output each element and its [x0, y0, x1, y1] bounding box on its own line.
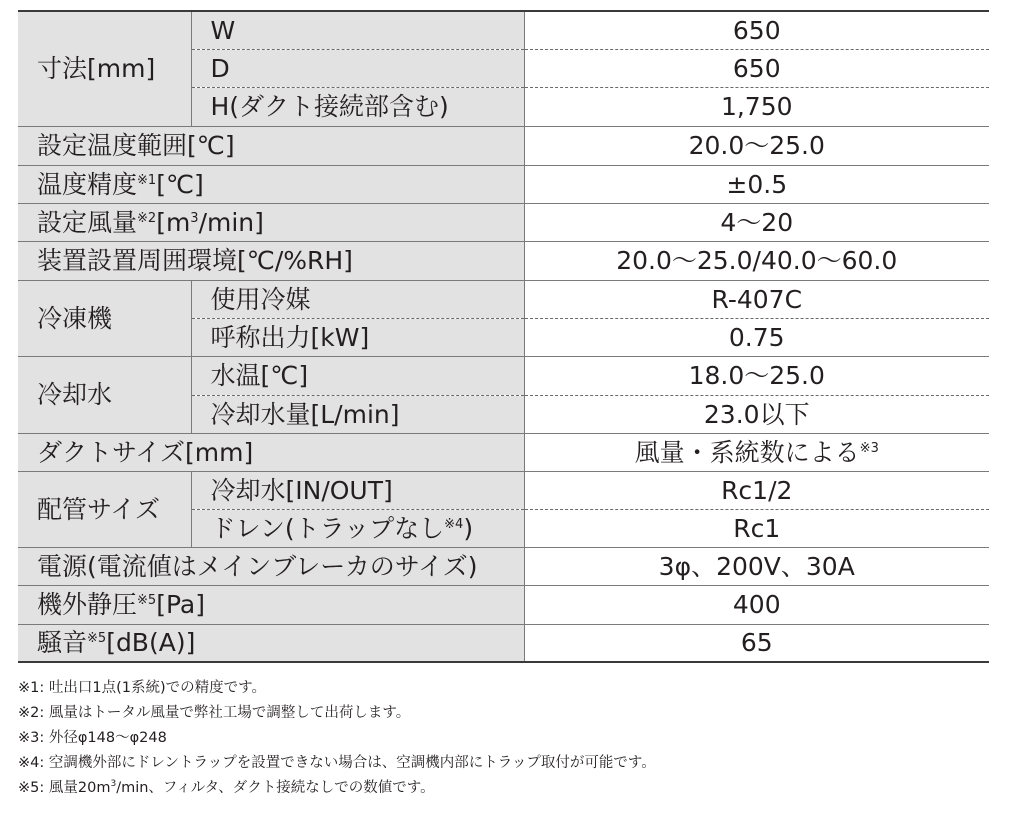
- temp-accuracy-text: 温度精度: [37, 169, 138, 199]
- table-row: [18, 624, 989, 662]
- note-ref: ※1: [137, 172, 157, 188]
- duct-size-label: ダクトサイズ[mm]: [18, 433, 524, 471]
- noise-label: [18, 624, 524, 662]
- footnote-5-text: ※5: 風量20m: [18, 780, 111, 796]
- note-ref: ※5: [137, 593, 157, 608]
- dim-d-value: 650: [524, 49, 989, 87]
- airflow-text: 設定風量: [37, 207, 138, 237]
- cooling-water-group-label: 冷却水: [18, 356, 191, 433]
- power-value: 3φ、200V、30A: [524, 547, 989, 585]
- duct-size-text: 風量・系統数による: [634, 437, 860, 467]
- water-volume-value: 23.0以下: [524, 395, 989, 433]
- table-row: [18, 356, 989, 395]
- footnote-2: ※2: 風量はトータル風量で弊社工場で調整して出荷します。: [18, 705, 411, 721]
- table-row: [18, 280, 989, 318]
- water-volume-label: 冷却水量[L/min]: [191, 395, 524, 433]
- static-pressure-value: 400: [524, 585, 989, 624]
- output-label: 呼称出力[kW]: [191, 318, 524, 356]
- environment-value: 20.0〜25.0/40.0〜60.0: [524, 241, 989, 280]
- footnote-3: ※3: 外径φ148〜φ248: [18, 730, 167, 746]
- static-pressure-label: [18, 585, 524, 624]
- dim-w-label: W: [191, 11, 524, 49]
- dim-h-value: 1,750: [524, 87, 989, 126]
- piping-cooling-label: 冷却水[IN/OUT]: [191, 471, 524, 509]
- piping-drain-text: ドレン(トラップなし: [210, 513, 445, 543]
- table-row: [18, 11, 989, 49]
- airflow-label: [18, 203, 524, 241]
- spec-table: [18, 10, 989, 663]
- refrigerator-group-label: 冷凍機: [18, 280, 191, 356]
- footnotes: [18, 676, 656, 801]
- note-ref: ※3: [859, 440, 879, 456]
- table-row: [18, 433, 989, 471]
- footnote-1: ※1: 吐出口1点(1系統)での精度です。: [18, 680, 266, 696]
- temp-accuracy-unit: [℃]: [156, 169, 204, 199]
- static-pressure-text: 機外静圧: [37, 590, 138, 619]
- table-row: [18, 165, 989, 203]
- dim-d-label: D: [191, 49, 524, 87]
- refrigerant-label: 使用冷媒: [191, 280, 524, 318]
- output-value: 0.75: [524, 318, 989, 356]
- footnote-5: [18, 776, 656, 801]
- airflow-unit: [m: [156, 207, 191, 237]
- note-ref: ※5: [87, 631, 107, 647]
- piping-cooling-value: Rc1/2: [524, 471, 989, 509]
- table-row: [18, 585, 989, 624]
- water-temp-label: 水温[℃]: [191, 356, 524, 395]
- temp-range-label: 設定温度範囲[℃]: [18, 126, 524, 165]
- note-ref: ※4: [444, 516, 464, 532]
- water-temp-value: 18.0〜25.0: [524, 356, 989, 395]
- temp-accuracy-value: ±0.5: [524, 165, 989, 203]
- footnote-5-tail: /min、フィルタ、ダクト接続なしでの数値です。: [116, 780, 435, 796]
- table-row: [18, 126, 989, 165]
- table-row: [18, 203, 989, 241]
- piping-group-label: 配管サイズ: [18, 471, 191, 547]
- airflow-value: 4〜20: [524, 203, 989, 241]
- noise-text: 騒音: [37, 628, 88, 658]
- static-pressure-unit: [Pa]: [156, 590, 205, 619]
- temp-accuracy-label: [18, 165, 524, 203]
- dim-h-label: H(ダクト接続部含む): [191, 87, 524, 126]
- piping-drain-label: [191, 509, 524, 547]
- table-row: [18, 241, 989, 280]
- footnote-4: ※4: 空調機外部にドレントラップを設置できない場合は、空調機内部にトラップ取付が可能です。: [18, 755, 656, 771]
- airflow-unit-tail: /min]: [198, 207, 264, 237]
- table-row: [18, 547, 989, 585]
- refrigerant-value: R-407C: [524, 280, 989, 318]
- note-ref: ※2: [137, 210, 157, 226]
- table-row: [18, 471, 989, 509]
- piping-drain-value: Rc1: [524, 509, 989, 547]
- environment-label: 装置設置周囲環境[℃/%RH]: [18, 241, 524, 280]
- unit-exponent: 3: [110, 779, 117, 789]
- noise-value: 65: [524, 624, 989, 662]
- temp-range-value: 20.0〜25.0: [524, 126, 989, 165]
- piping-drain-close: ): [463, 513, 474, 543]
- dims-group-label: 寸法[mm]: [18, 11, 191, 126]
- power-label: 電源(電流値はメインブレーカのサイズ): [18, 547, 524, 585]
- unit-exponent: 3: [190, 210, 199, 226]
- dim-w-value: 650: [524, 11, 989, 49]
- noise-unit: [dB(A)]: [106, 628, 196, 658]
- duct-size-value: [524, 433, 989, 471]
